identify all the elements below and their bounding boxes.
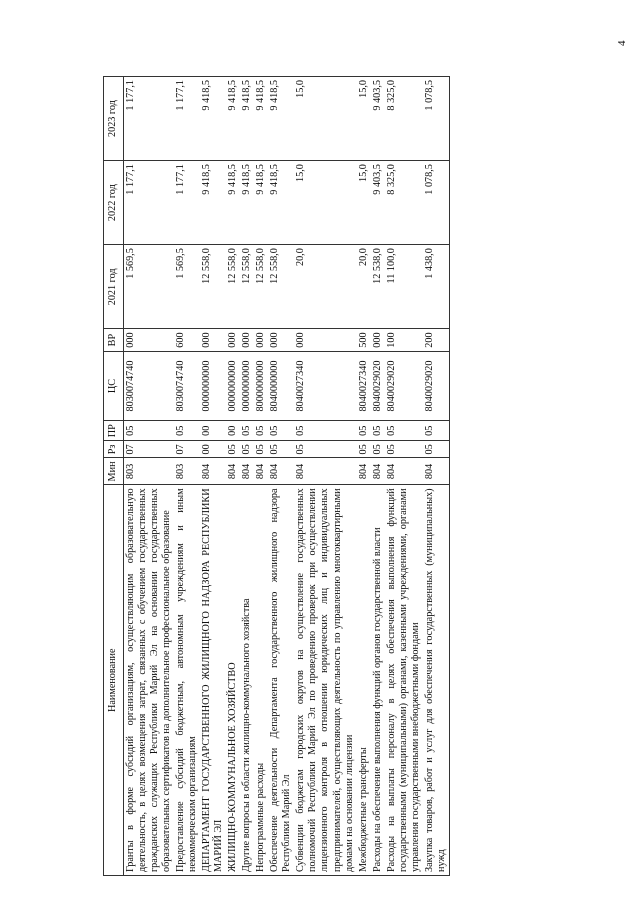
cell-pr: 00 bbox=[226, 421, 240, 441]
cell-name: Непрограммные расходы bbox=[254, 485, 268, 876]
cell-2023: 9 418,5 bbox=[254, 77, 268, 161]
cell-min: 804 bbox=[268, 458, 294, 485]
budget-table bbox=[103, 76, 450, 876]
cell-name: Расходы на обеспечение выполнения функций органов государственной власти bbox=[371, 485, 385, 876]
cell-name: Обеспечение деятельности Департамента государственного жилищного надзора Республики Марий Эл bbox=[268, 485, 294, 876]
cell-2023: 9 418,5 bbox=[226, 77, 240, 161]
cell-rz: 05 bbox=[423, 441, 450, 458]
cell-name: Межбюджетные трансферты bbox=[357, 485, 371, 876]
cell-rz: 05 bbox=[357, 441, 371, 458]
table-row bbox=[423, 77, 450, 876]
cell-vr: 500 bbox=[357, 329, 371, 351]
cell-min: 804 bbox=[385, 458, 423, 485]
cell-vr: 000 bbox=[268, 329, 294, 351]
header-2021: 2021 год bbox=[104, 245, 124, 329]
cell-2021: 20,0 bbox=[294, 245, 356, 329]
cell-2021: 1 569,5 bbox=[174, 245, 200, 329]
cell-2021: 11 100,0 bbox=[385, 245, 423, 329]
cell-2021: 12 558,0 bbox=[226, 245, 240, 329]
cell-min: 804 bbox=[226, 458, 240, 485]
cell-cs: 0000000000 bbox=[240, 351, 254, 421]
cell-vr: 000 bbox=[294, 329, 356, 351]
cell-cs: 0000000000 bbox=[200, 351, 226, 421]
cell-rz: 05 bbox=[385, 441, 423, 458]
cell-min: 804 bbox=[371, 458, 385, 485]
cell-2022: 9 418,5 bbox=[254, 161, 268, 245]
cell-name: Гранты в форме субсидий организациям, осуществляющим образовательную деятельность, в целях возмещения затрат, связанных с обучением государственных гражданских служащих Республики Марий Эл на основании государственных образовательных сертификатов на дополнительное профессиональное образование bbox=[124, 485, 175, 876]
cell-pr: 05 bbox=[423, 421, 450, 441]
cell-2021: 1 569,5 bbox=[124, 245, 175, 329]
cell-pr: 05 bbox=[240, 421, 254, 441]
cell-name: Субвенции бюджетам городских округов на осуществление государственных полномочий Республики Марий Эл по проведению проверок при осуществлении лицензионного контроля в отношении юридических лиц и индивидуальных предпринимателей, осуществляющих деятельность по управлению многоквартирными домами на основании лицензии bbox=[294, 485, 356, 876]
table-row bbox=[174, 77, 200, 876]
cell-vr: 000 bbox=[200, 329, 226, 351]
cell-2021: 20,0 bbox=[357, 245, 371, 329]
cell-2021: 12 558,0 bbox=[254, 245, 268, 329]
cell-pr: 05 bbox=[357, 421, 371, 441]
cell-pr: 00 bbox=[200, 421, 226, 441]
cell-rz: 05 bbox=[371, 441, 385, 458]
cell-2023: 1 177,1 bbox=[174, 77, 200, 161]
cell-pr: 05 bbox=[268, 421, 294, 441]
cell-2023: 1 078,5 bbox=[423, 77, 450, 161]
table-row bbox=[357, 77, 371, 876]
table-row bbox=[371, 77, 385, 876]
cell-2022: 1 177,1 bbox=[124, 161, 175, 245]
cell-min: 804 bbox=[200, 458, 226, 485]
cell-2022: 15,0 bbox=[294, 161, 356, 245]
cell-name: ЖИЛИЩНО-КОММУНАЛЬНОЕ ХОЗЯЙСТВО bbox=[226, 485, 240, 876]
cell-vr: 000 bbox=[240, 329, 254, 351]
cell-rz: 05 bbox=[294, 441, 356, 458]
header-name: Наименование bbox=[104, 485, 124, 876]
cell-2022: 8 325,0 bbox=[385, 161, 423, 245]
cell-name: Другие вопросы в области жилищно-коммунального хозяйства bbox=[240, 485, 254, 876]
cell-2022: 15,0 bbox=[357, 161, 371, 245]
cell-pr: 05 bbox=[174, 421, 200, 441]
cell-cs: 8040000000 bbox=[268, 351, 294, 421]
header-2022: 2022 год bbox=[104, 161, 124, 245]
cell-vr: 600 bbox=[174, 329, 200, 351]
cell-name: Предоставление субсидий бюджетным, автономным учреждениям и иным некоммерческим организациям bbox=[174, 485, 200, 876]
cell-cs: 8030074740 bbox=[174, 351, 200, 421]
cell-rz: 07 bbox=[174, 441, 200, 458]
cell-2022: 1 177,1 bbox=[174, 161, 200, 245]
cell-vr: 000 bbox=[371, 329, 385, 351]
table-row bbox=[294, 77, 356, 876]
cell-2021: 12 538,0 bbox=[371, 245, 385, 329]
cell-rz: 05 bbox=[226, 441, 240, 458]
header-cs: ЦС bbox=[104, 351, 124, 421]
cell-2022: 9 418,5 bbox=[268, 161, 294, 245]
cell-2021: 12 558,0 bbox=[200, 245, 226, 329]
cell-vr: 000 bbox=[124, 329, 175, 351]
cell-name: Закупка товаров, работ и услуг для обеспечения государственных (муниципальных) нужд bbox=[423, 485, 450, 876]
cell-name: ДЕПАРТАМЕНТ ГОСУДАРСТВЕННОГО ЖИЛИЩНОГО НАДЗОРА РЕСПУБЛИКИ МАРИЙ ЭЛ bbox=[200, 485, 226, 876]
cell-vr: 000 bbox=[254, 329, 268, 351]
cell-2022: 9 403,5 bbox=[371, 161, 385, 245]
cell-min: 803 bbox=[174, 458, 200, 485]
cell-rz: 05 bbox=[240, 441, 254, 458]
table-row bbox=[124, 77, 175, 876]
cell-2023: 9 418,5 bbox=[200, 77, 226, 161]
table-row bbox=[268, 77, 294, 876]
cell-min: 804 bbox=[357, 458, 371, 485]
cell-cs: 8040029020 bbox=[423, 351, 450, 421]
cell-rz: 05 bbox=[254, 441, 268, 458]
cell-2021: 12 558,0 bbox=[240, 245, 254, 329]
cell-cs: 8000000000 bbox=[254, 351, 268, 421]
header-min: Мин bbox=[104, 458, 124, 485]
cell-2022: 9 418,5 bbox=[200, 161, 226, 245]
cell-vr: 000 bbox=[226, 329, 240, 351]
cell-2023: 9 418,5 bbox=[268, 77, 294, 161]
cell-2023: 15,0 bbox=[357, 77, 371, 161]
cell-rz: 07 bbox=[124, 441, 175, 458]
cell-rz: 00 bbox=[200, 441, 226, 458]
header-pr: ПР bbox=[104, 421, 124, 441]
cell-2023: 15,0 bbox=[294, 77, 356, 161]
cell-vr: 200 bbox=[423, 329, 450, 351]
cell-pr: 05 bbox=[124, 421, 175, 441]
table-row bbox=[240, 77, 254, 876]
cell-2021: 12 558,0 bbox=[268, 245, 294, 329]
table-header-row bbox=[104, 77, 124, 876]
cell-vr: 100 bbox=[385, 329, 423, 351]
cell-pr: 05 bbox=[385, 421, 423, 441]
cell-min: 804 bbox=[423, 458, 450, 485]
cell-cs: 8040027340 bbox=[357, 351, 371, 421]
cell-pr: 05 bbox=[294, 421, 356, 441]
cell-cs: 8040027340 bbox=[294, 351, 356, 421]
cell-2022: 1 078,5 bbox=[423, 161, 450, 245]
cell-2023: 9 403,5 bbox=[371, 77, 385, 161]
cell-2021: 1 438,0 bbox=[423, 245, 450, 329]
cell-min: 804 bbox=[254, 458, 268, 485]
header-rz: Рз bbox=[104, 441, 124, 458]
table-row bbox=[226, 77, 240, 876]
header-2023: 2023 год bbox=[104, 77, 124, 161]
table-row bbox=[200, 77, 226, 876]
cell-cs: 8040029020 bbox=[385, 351, 423, 421]
cell-name: Расходы на выплаты персоналу в целях обеспечения выполнения функций государственными (муниципальными) органами, казенными учреждениями, органами управления государственными внебюджетными фондами bbox=[385, 485, 423, 876]
cell-cs: 8040029020 bbox=[371, 351, 385, 421]
budget-table-container bbox=[103, 76, 539, 876]
table-row bbox=[254, 77, 268, 876]
cell-2023: 1 177,1 bbox=[124, 77, 175, 161]
cell-min: 803 bbox=[124, 458, 175, 485]
cell-pr: 05 bbox=[371, 421, 385, 441]
header-vr: ВР bbox=[104, 329, 124, 351]
cell-2023: 9 418,5 bbox=[240, 77, 254, 161]
cell-2022: 9 418,5 bbox=[226, 161, 240, 245]
cell-2023: 8 325,0 bbox=[385, 77, 423, 161]
cell-min: 804 bbox=[240, 458, 254, 485]
table-row bbox=[385, 77, 423, 876]
page-number: 4 bbox=[616, 40, 628, 46]
cell-cs: 8030074740 bbox=[124, 351, 175, 421]
cell-rz: 05 bbox=[268, 441, 294, 458]
cell-pr: 05 bbox=[254, 421, 268, 441]
cell-2022: 9 418,5 bbox=[240, 161, 254, 245]
cell-min: 804 bbox=[294, 458, 356, 485]
cell-cs: 0000000000 bbox=[226, 351, 240, 421]
